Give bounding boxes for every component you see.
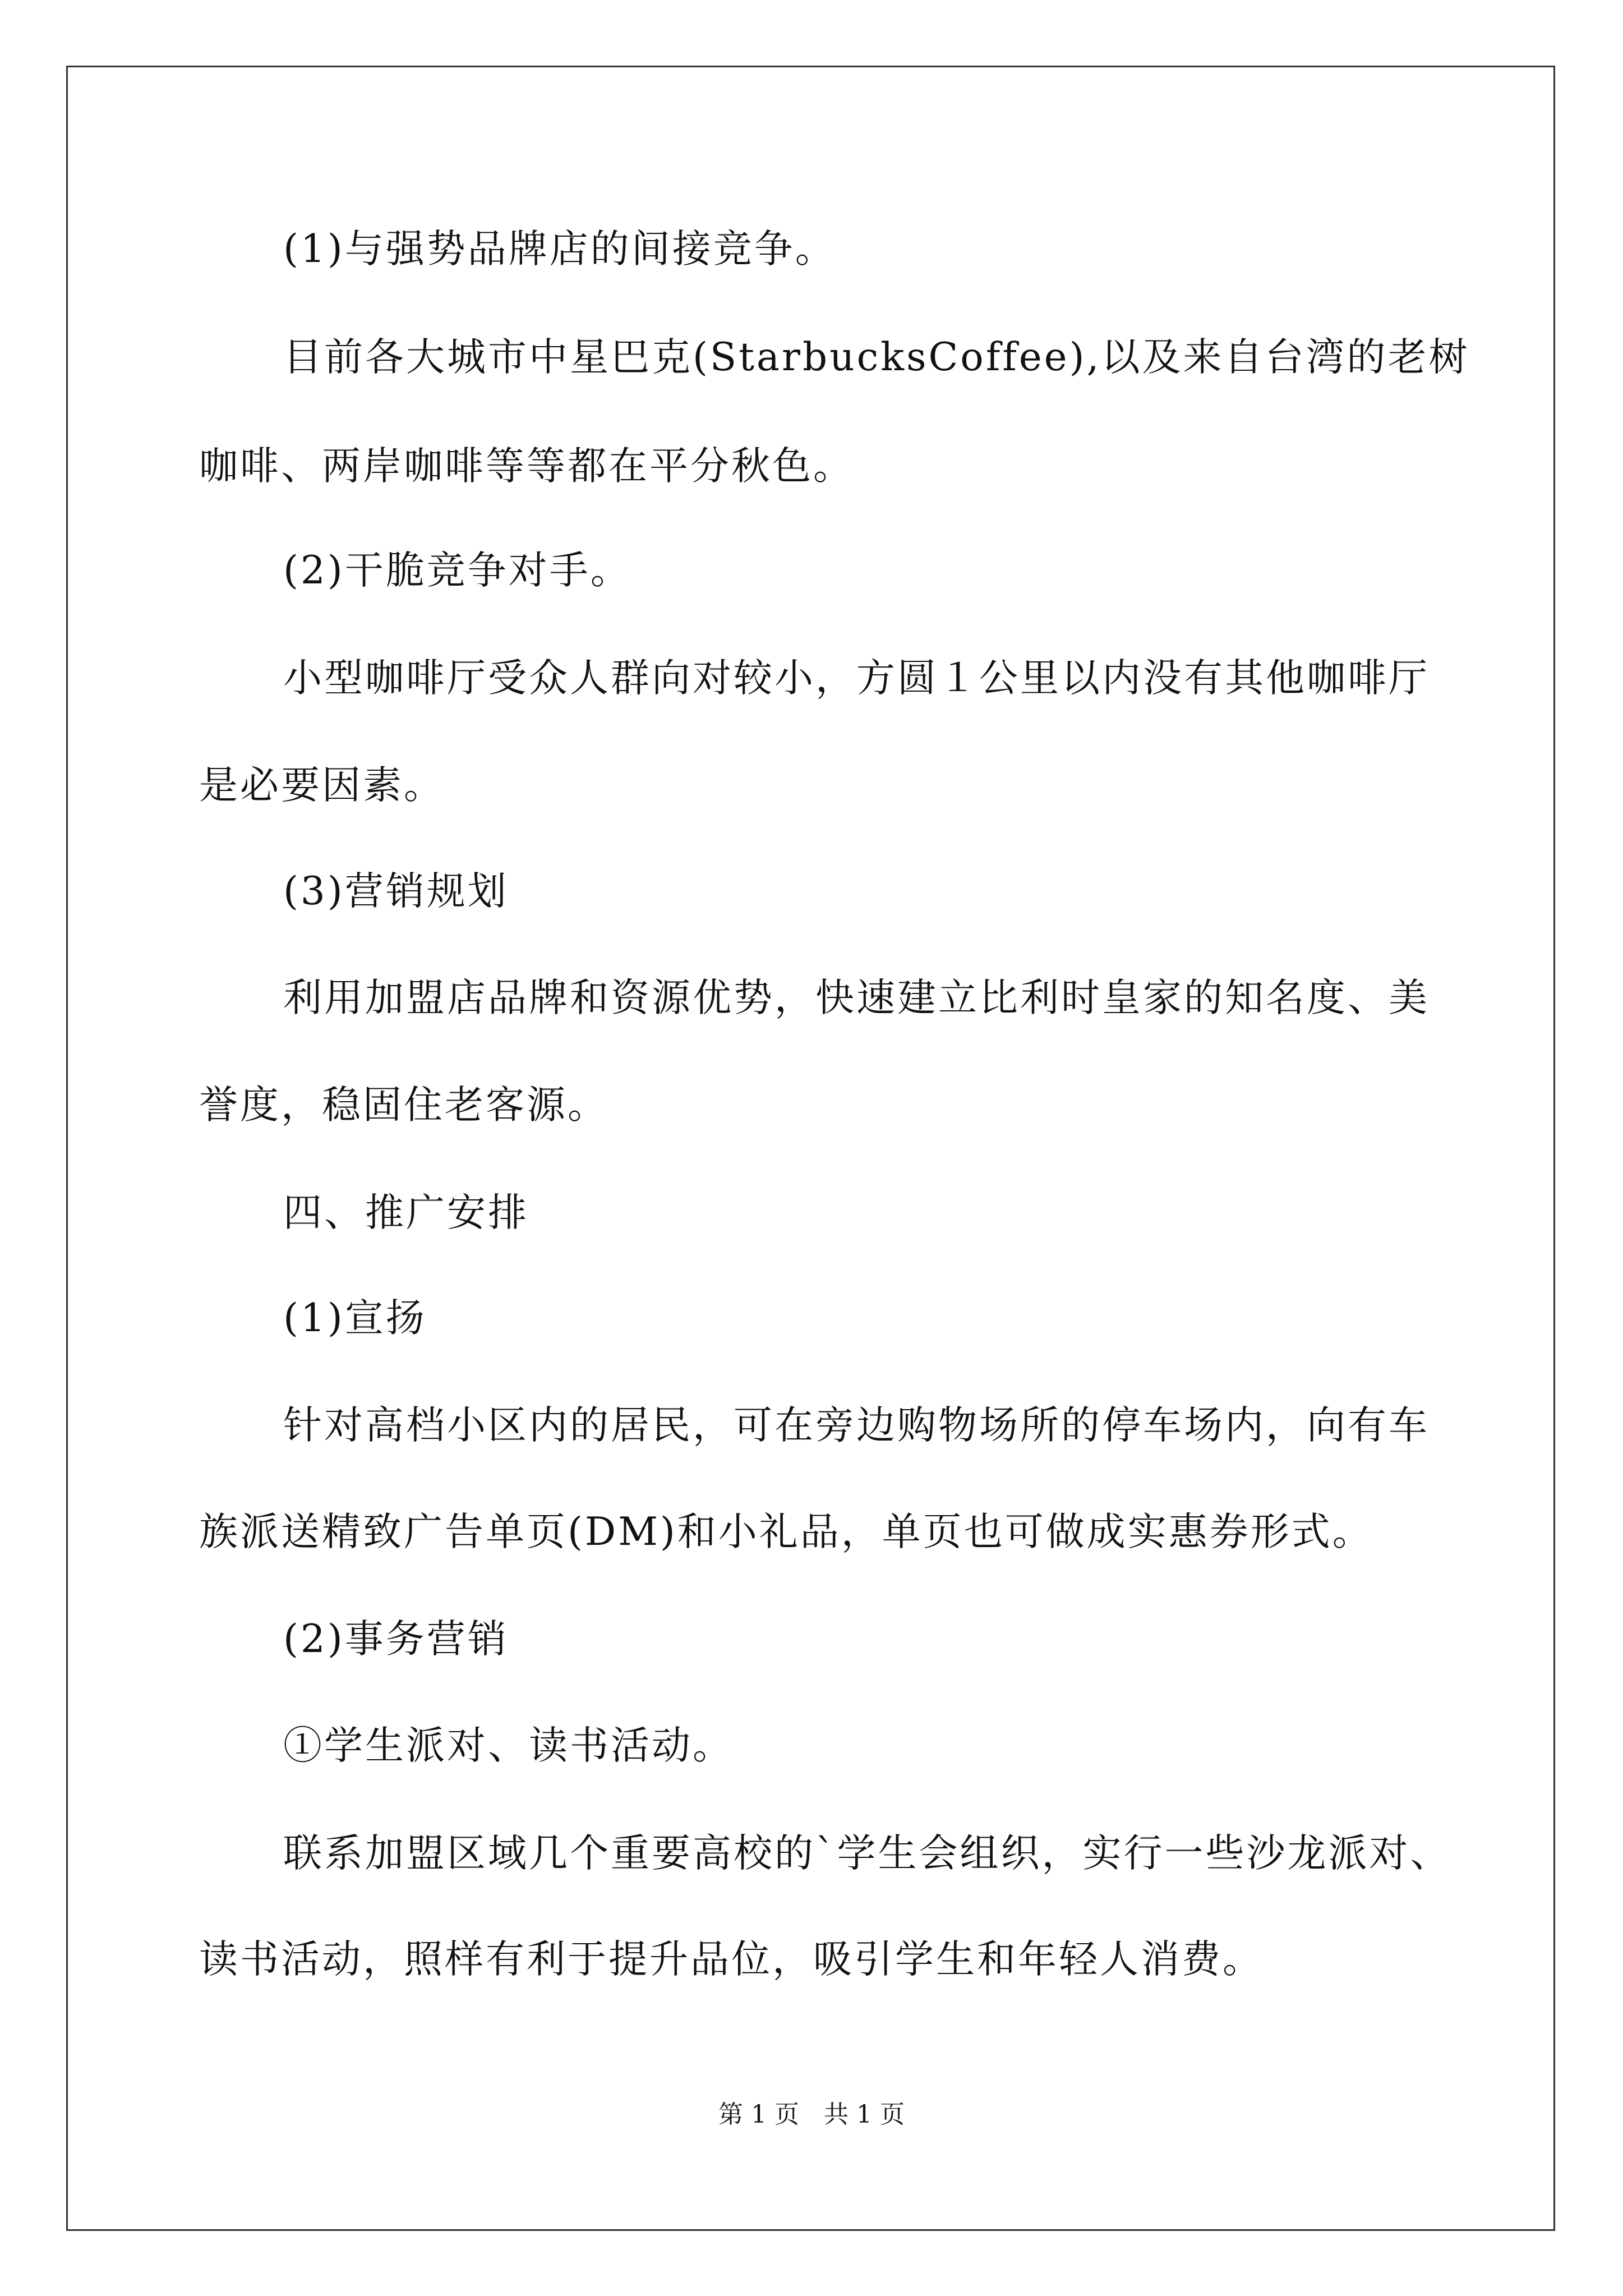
paragraph-line: 联系加盟区域几个重要高校的`学生会组织，实行一些沙龙派对、 (283, 1831, 1451, 1876)
paragraph-line: (2)事务营销 (283, 1617, 509, 1662)
paragraph-line: 四、推广安排 (283, 1190, 529, 1235)
paragraph-line: 咖啡、两岸咖啡等等都在平分秋色。 (199, 444, 854, 489)
paragraph-line: 族派送精致广告单页(DM)和小礼品，单页也可做成实惠券形式。 (199, 1510, 1373, 1554)
paragraph-line: 目前各大城市中星巴克(StarbucksCoffee),以及来自台湾的老树 (283, 335, 1470, 380)
paragraph-line: 针对高档小区内的居民，可在旁边购物场所的停车场内，向有车 (283, 1403, 1430, 1448)
paragraph-line: ①学生派对、读书活动。 (283, 1723, 734, 1768)
paragraph-line: 小型咖啡厅受众人群向对较小，方圆１公里以内没有其他咖啡厅 (283, 656, 1430, 701)
paragraph-line: (1)与强势品牌店的间接竞争。 (283, 227, 836, 272)
paragraph-line: 是必要因素。 (199, 763, 445, 808)
page-border (66, 66, 1555, 2231)
paragraph-line: 读书活动，照样有利于提升品位，吸引学生和年轻人消费。 (199, 1937, 1264, 1982)
paragraph-line: 誉度，稳固住老客源。 (199, 1083, 608, 1128)
paragraph-line: 利用加盟店品牌和资源优势，快速建立比利时皇家的知名度、美 (283, 976, 1430, 1020)
page-number-footer: 第 1 页 共 1 页 (718, 2100, 905, 2129)
paragraph-line: (2)干脆竞争对手。 (283, 548, 631, 593)
paragraph-line: (3)营销规划 (283, 869, 509, 914)
paragraph-line: (1)宣扬 (283, 1296, 427, 1341)
